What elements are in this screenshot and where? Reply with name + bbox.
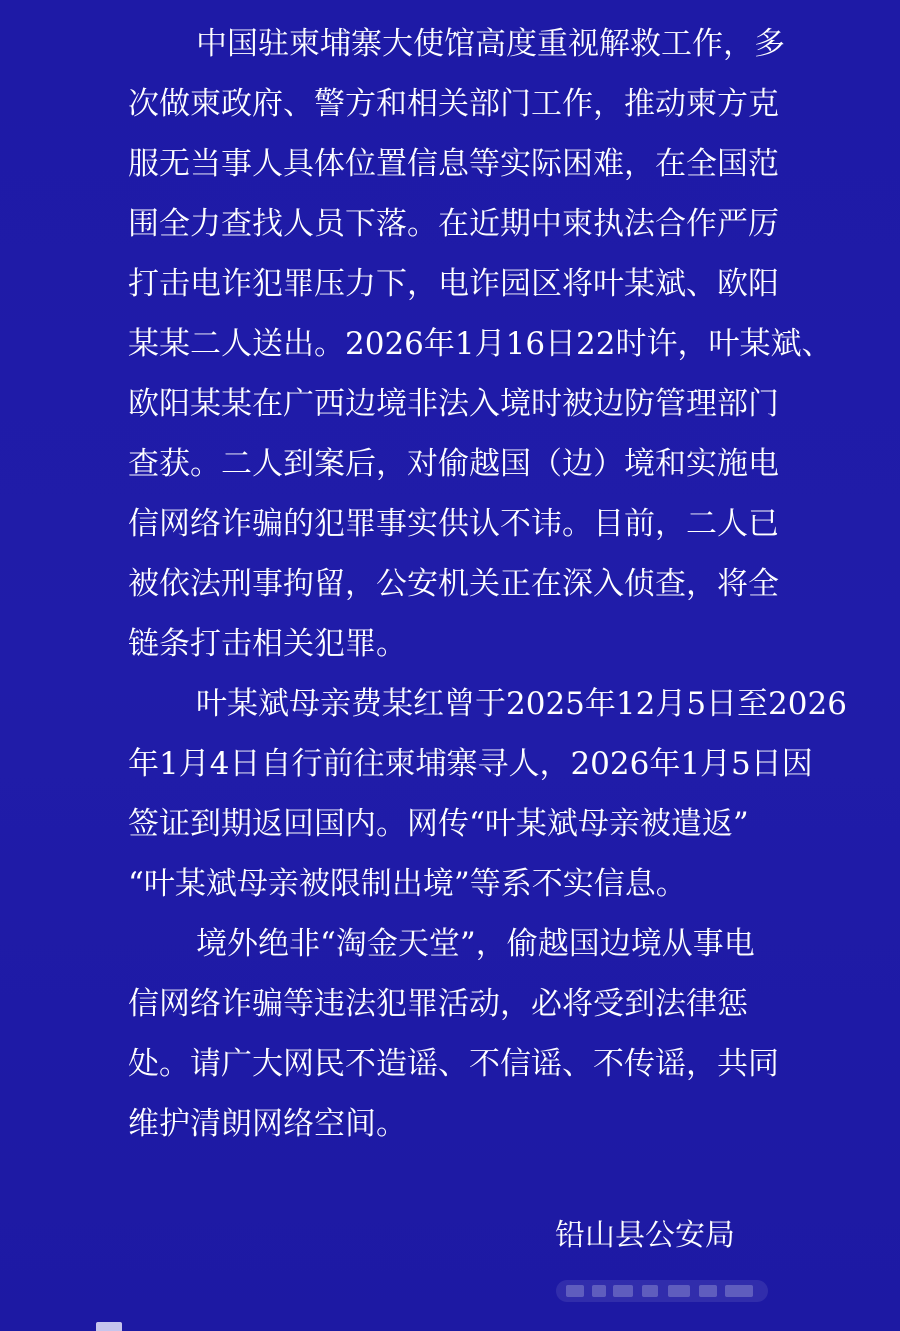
paragraph-3-line-1: 境外绝非“淘金天堂”，偷越国边境从事电	[196, 926, 755, 962]
paragraph-3-line-4: 维护清朗网络空间。	[128, 1106, 407, 1142]
paragraph-1-line-11: 链条打击相关犯罪。	[128, 626, 407, 662]
paragraph-2-line-1: 叶某斌母亲费某红曾于2025年12月5日至2026	[196, 686, 847, 722]
paragraph-1-line-10: 被依法刑事拘留，公安机关正在深入侦查，将全	[128, 566, 779, 602]
bottom-corner-mark	[96, 1322, 122, 1331]
paragraph-2-line-4: “叶某斌母亲被限制出境”等系不实信息。	[128, 866, 687, 902]
paragraph-1-line-3: 服无当事人具体位置信息等实际困难，在全国范	[128, 146, 779, 182]
paragraph-1-line-5: 打击电诈犯罪压力下，电诈园区将叶某斌、欧阳	[128, 266, 779, 302]
paragraph-3-line-2: 信网络诈骗等违法犯罪活动，必将受到法律惩	[128, 986, 748, 1022]
paragraph-3-line-3: 处。请广大网民不造谣、不信谣、不传谣，共同	[128, 1046, 779, 1082]
paragraph-1-line-6: 某某二人送出。2026年1月16日22时许，叶某斌、	[128, 326, 833, 362]
paragraph-1-line-2: 次做柬政府、警方和相关部门工作，推动柬方克	[128, 86, 779, 122]
paragraph-1-line-7: 欧阳某某在广西边境非法入境时被边防管理部门	[128, 386, 779, 422]
paragraph-2-line-3: 签证到期返回国内。网传“叶某斌母亲被遣返”	[128, 806, 749, 842]
paragraph-1-line-4: 围全力查找人员下落。在近期中柬执法合作严厉	[128, 206, 779, 242]
paragraph-1-line-9: 信网络诈骗的犯罪事实供认不讳。目前，二人已	[128, 506, 779, 542]
paragraph-1-line-8: 查获。二人到案后，对偷越国（边）境和实施电	[128, 446, 779, 482]
paragraph-2-line-2: 年1月4日自行前往柬埔寨寻人，2026年1月5日因	[128, 746, 813, 782]
platform-watermark	[556, 1270, 768, 1310]
paragraph-1-line-1: 中国驻柬埔寨大使馆高度重视解救工作，多	[196, 26, 785, 62]
issuer-signature: 铅山县公安局	[555, 1218, 735, 1253]
